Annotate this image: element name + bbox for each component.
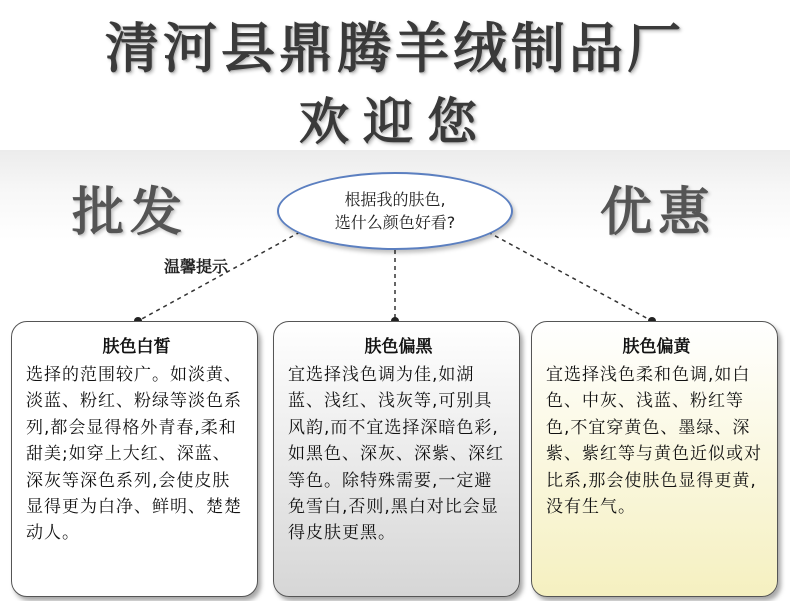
question-line-1: 根据我的肤色, xyxy=(344,190,446,209)
page-subtitle: 欢迎您 xyxy=(299,93,491,151)
center-question-oval xyxy=(277,172,513,250)
card-text: 宜选择浅色调为佳,如湖蓝、浅红、浅灰等,可别具风韵,而不宜选择深暗色彩,如黑色、深灰、深紫、深红等色。除特殊需要,一定避免雪白,否则,黑白对比会显得皮肤更黑。 xyxy=(288,365,504,544)
card-title: 肤色偏黑 xyxy=(364,337,433,357)
card-title: 肤色白皙 xyxy=(102,337,171,357)
hint-label: 温馨提示 xyxy=(164,257,229,276)
connector-right xyxy=(488,232,652,321)
page-title: 清河县鼎腾羊绒制品厂 xyxy=(105,17,685,80)
card-title: 肤色偏黄 xyxy=(622,337,691,357)
question-line-2: 选什么颜色好看? xyxy=(334,213,456,232)
card-text: 选择的范围较广。如淡黄、淡蓝、粉红、粉绿等淡色系列,都会显得格外青春,柔和甜美;如穿上大红、深蓝、深灰等深色系列,会使皮肤显得更为白净、鲜明、楚楚动人。 xyxy=(26,365,242,544)
card-text: 宜选择浅色柔和色调,如白色、中灰、浅蓝、粉红等色,不宜穿黄色、墨绿、深紫、紫红等与黄色近似或对比系,那会使肤色显得更黄,没有生气。 xyxy=(546,365,762,518)
discount-label: 优惠 xyxy=(600,183,717,243)
card-dark-skin xyxy=(273,321,520,597)
wholesale-label: 批发 xyxy=(72,183,189,243)
card-yellow-skin xyxy=(531,321,778,597)
card-fair-skin xyxy=(11,321,258,597)
